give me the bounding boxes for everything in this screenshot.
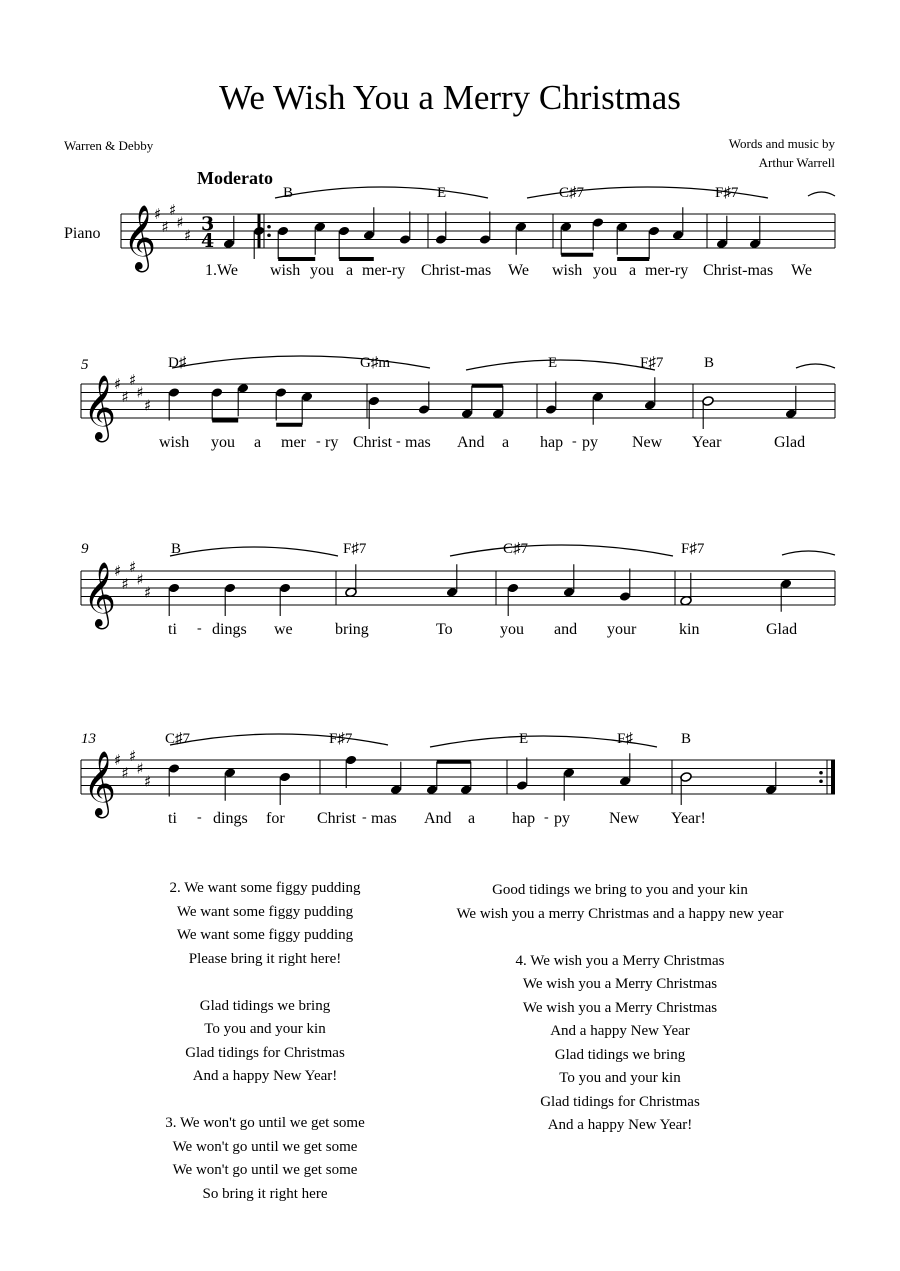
phrase-slur xyxy=(430,736,657,747)
verse-line: We wish you a merry Christmas and a happy new year xyxy=(456,905,784,922)
composer-credit-line-1: Words and music by xyxy=(728,136,835,151)
sharp-icon: ♯ xyxy=(136,759,144,778)
verse-line: 2. We want some figgy pudding xyxy=(169,880,361,896)
lyric-syllable: we xyxy=(274,621,293,638)
phrase-slur xyxy=(808,192,835,196)
lyric-syllable: a xyxy=(346,262,354,279)
verse-line: Glad tidings we bring xyxy=(199,997,331,1014)
chord-symbol: F♯7 xyxy=(329,731,353,747)
verse-line: 3. We won't go until we get some xyxy=(165,1115,365,1131)
chord-symbol: E xyxy=(519,731,529,747)
lyric-syllable: mas xyxy=(405,434,431,451)
verse-line: So bring it right here xyxy=(202,1185,328,1202)
lyric-syllable: and xyxy=(554,621,578,638)
chord-symbol: E xyxy=(548,355,558,371)
chord-symbol: E xyxy=(437,185,447,201)
lyric-syllable: your xyxy=(607,621,637,638)
lyric-syllable: mer-ry xyxy=(645,262,689,279)
lyric-hyphen: - xyxy=(197,621,202,636)
phrase-slur xyxy=(466,360,655,370)
lyric-hyphen: - xyxy=(197,810,202,825)
instrument-label: Piano xyxy=(64,225,101,242)
arranger-credit: Warren & Debby xyxy=(64,138,154,153)
lyric-syllable: ry xyxy=(325,434,339,451)
treble-clef-icon: 𝄞 xyxy=(83,562,117,627)
lyric-syllable: dings xyxy=(213,810,248,827)
sharp-icon: ♯ xyxy=(184,226,192,245)
lyric-syllable: Christ-mas xyxy=(703,262,774,279)
verse-line: To you and your kin xyxy=(559,1070,681,1086)
lyric-hyphen: - xyxy=(316,434,321,449)
measure-number: 9 xyxy=(81,541,89,557)
sharp-icon: ♯ xyxy=(161,217,169,236)
lyric-hyphen: - xyxy=(544,810,549,825)
lyric-syllable: mer xyxy=(281,434,306,451)
verse-line: And a happy New Year xyxy=(550,1023,690,1039)
chord-symbol: D♯ xyxy=(168,355,187,371)
chord-symbol: C♯7 xyxy=(503,541,529,557)
chord-symbol: B xyxy=(704,355,715,371)
time-signature-bottom: 4 xyxy=(201,230,215,252)
verse-line: Good tidings we bring to you and your kin xyxy=(492,882,748,898)
sharp-icon: ♯ xyxy=(129,746,137,765)
lyric-syllable: We xyxy=(791,262,812,279)
verse-line: We want some figgy pudding xyxy=(176,927,354,943)
verse-line: And a happy New Year! xyxy=(547,1117,693,1133)
lyric-syllable: Christ-mas xyxy=(421,262,492,279)
verse-line: We won't go until we get some xyxy=(172,1162,358,1178)
sharp-icon: ♯ xyxy=(114,562,122,580)
sharp-icon: ♯ xyxy=(136,570,144,589)
lyric-syllable: And xyxy=(457,434,485,451)
lyric-syllable: wish xyxy=(552,262,583,279)
time-signature-top: 3 xyxy=(201,213,215,235)
sharp-icon: ♯ xyxy=(129,557,137,576)
chord-symbol: B xyxy=(171,541,182,557)
lyric-syllable: To xyxy=(436,621,453,638)
repeat-dot xyxy=(819,779,823,783)
lyric-syllable: And xyxy=(424,810,452,827)
lyric-syllable: 1.We xyxy=(205,262,238,279)
chord-symbol: G♯m xyxy=(360,355,390,371)
phrase-slur xyxy=(170,734,388,745)
treble-clef-icon: 𝄞 xyxy=(83,375,117,440)
lyric-syllable: a xyxy=(254,434,262,451)
phrase-slur xyxy=(450,545,673,556)
lyric-syllable: wish xyxy=(270,262,301,279)
verse-line: We wish you a Merry Christmas xyxy=(522,976,718,992)
verse-line: Glad tidings for Christmas xyxy=(185,1044,345,1061)
verse-line: We won't go until we get some xyxy=(172,1138,358,1155)
lyric-syllable: New xyxy=(632,434,663,451)
lyric-syllable: a xyxy=(629,262,637,279)
chord-symbol: B xyxy=(681,731,692,747)
lyric-syllable: a xyxy=(468,810,476,827)
measure-number: 5 xyxy=(81,357,89,373)
sharp-icon: ♯ xyxy=(144,396,152,415)
lyric-syllable: mas xyxy=(371,810,397,827)
lyric-hyphen: - xyxy=(396,434,401,449)
lyric-syllable: Year xyxy=(692,434,722,451)
sharp-icon: ♯ xyxy=(169,200,177,219)
lyric-syllable: Glad xyxy=(774,434,806,451)
repeat-dot xyxy=(267,233,271,237)
phrase-slur xyxy=(275,187,488,198)
sharp-icon: ♯ xyxy=(121,574,129,593)
verse-line: 4. We wish you a Merry Christmas xyxy=(515,952,725,969)
phrase-slur xyxy=(796,364,835,368)
lyric-syllable: kin xyxy=(679,621,700,638)
chord-symbol: F♯7 xyxy=(681,541,705,557)
phrase-slur xyxy=(170,547,338,556)
lyric-syllable: dings xyxy=(212,621,247,638)
page-title: We Wish You a Merry Christmas xyxy=(219,78,681,117)
chord-symbol: F♯7 xyxy=(343,541,367,557)
phrase-slur xyxy=(172,356,430,368)
lyric-syllable: a xyxy=(502,434,510,451)
sharp-icon: ♯ xyxy=(121,387,129,406)
sharp-icon: ♯ xyxy=(114,751,122,769)
sharp-icon: ♯ xyxy=(144,772,152,791)
lyric-syllable: you xyxy=(500,621,524,638)
sharp-icon: ♯ xyxy=(136,383,144,402)
chord-symbol: F♯7 xyxy=(640,355,664,371)
verse-line: Please bring it right here! xyxy=(188,950,342,967)
lyric-hyphen: - xyxy=(362,810,367,825)
verse-line: We want some figgy pudding xyxy=(176,903,354,920)
lyric-syllable: Christ xyxy=(353,434,393,451)
phrase-slur xyxy=(782,551,835,555)
lyric-syllable: hap xyxy=(540,434,564,451)
lyric-syllable: hap xyxy=(512,810,536,827)
chord-symbol: F♯ xyxy=(617,731,633,747)
lyric-syllable: mer-ry xyxy=(362,262,406,279)
treble-clef-icon: 𝄞 xyxy=(83,751,117,816)
lyric-syllable: ti xyxy=(168,621,177,638)
verse-line: Glad tidings for Christmas xyxy=(540,1093,700,1110)
lyric-syllable: py xyxy=(582,434,598,451)
lyric-syllable: Year! xyxy=(671,810,706,827)
lyric-syllable: New xyxy=(609,810,640,827)
sharp-icon: ♯ xyxy=(121,763,129,782)
lyric-syllable: We xyxy=(508,262,529,279)
lyric-syllable: you xyxy=(593,262,617,279)
chord-symbol: F♯7 xyxy=(715,185,739,201)
measure-number: 13 xyxy=(81,731,96,747)
sharp-icon: ♯ xyxy=(129,370,137,389)
lyric-syllable: Glad xyxy=(766,621,798,638)
treble-clef-icon: 𝄞 xyxy=(123,205,157,270)
lyric-syllable: Christ xyxy=(317,810,357,827)
lyric-syllable: ti xyxy=(168,810,177,827)
lyric-hyphen: - xyxy=(572,434,577,449)
lyric-syllable: for xyxy=(266,810,285,827)
repeat-dot xyxy=(819,771,823,775)
lyric-syllable: bring xyxy=(335,621,369,638)
sharp-icon: ♯ xyxy=(154,205,162,223)
composer-credit-line-2: Arthur Warrell xyxy=(758,155,835,170)
lyric-syllable: wish xyxy=(159,434,190,451)
phrase-slur xyxy=(527,187,768,198)
chord-symbol: C♯7 xyxy=(165,731,191,747)
verse-line: Glad tidings we bring xyxy=(554,1046,686,1063)
sharp-icon: ♯ xyxy=(144,583,152,602)
verse-line: To you and your kin xyxy=(204,1021,326,1037)
verse-line: We wish you a Merry Christmas xyxy=(522,999,718,1016)
chord-symbol: B xyxy=(283,185,294,201)
verse-line: And a happy New Year! xyxy=(192,1068,338,1084)
lyric-syllable: you xyxy=(211,434,235,451)
lyric-syllable: you xyxy=(310,262,334,279)
sharp-icon: ♯ xyxy=(176,213,184,232)
tempo-marking: Moderato xyxy=(197,168,273,188)
lyric-syllable: py xyxy=(554,810,570,827)
sharp-icon: ♯ xyxy=(114,375,122,393)
repeat-dot xyxy=(267,225,271,229)
chord-symbol: C♯7 xyxy=(559,185,585,201)
